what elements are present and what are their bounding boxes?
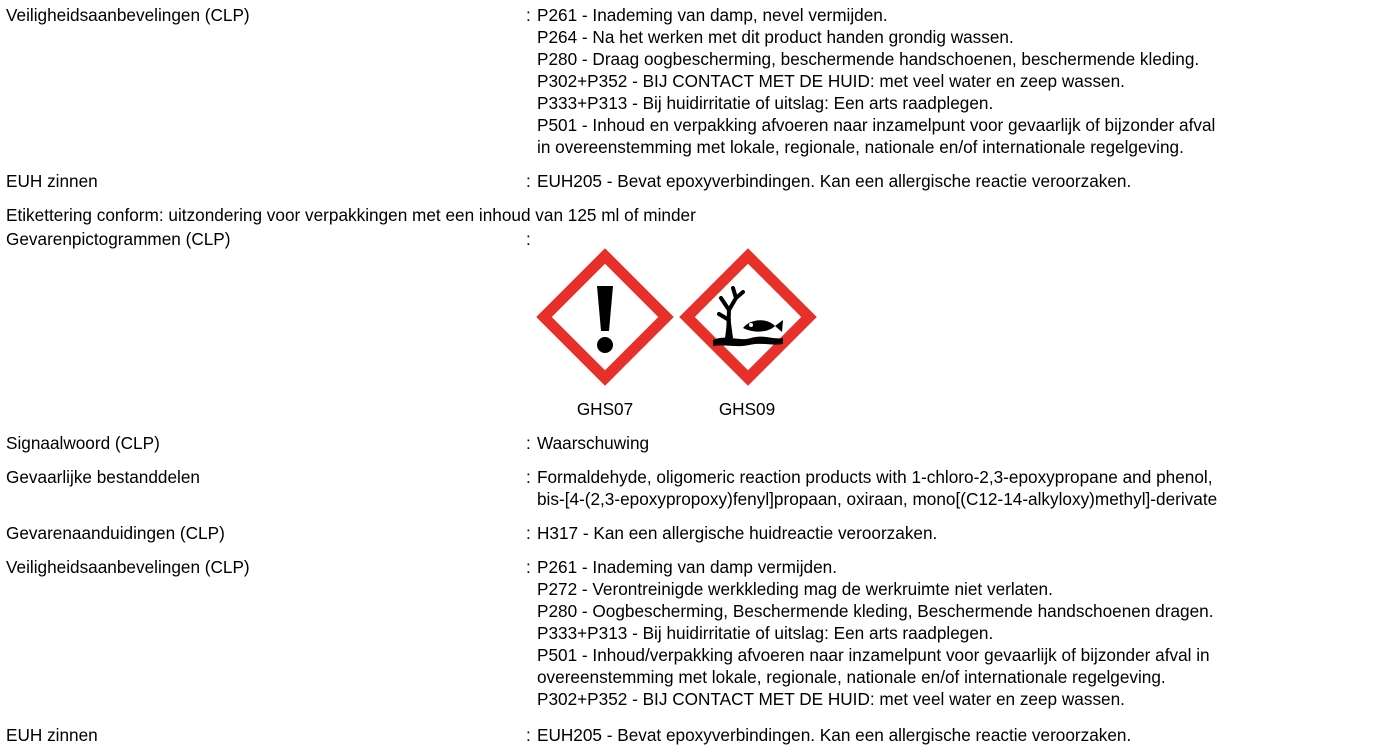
euh-phrases-label: EUH zinnen [6, 171, 98, 191]
statement-line: overeenstemming met lokale, regionale, nationale en/of internationale regelgeving. [537, 667, 1166, 687]
precautionary-statements-label: Veiligheidsaanbevelingen (CLP) [6, 557, 250, 577]
statement-line: P261 - Inademing van damp vermijden. [537, 557, 837, 577]
hazardous-components-list [537, 466, 1217, 510]
euh-phrases-label: EUH zinnen [6, 725, 98, 745]
ghs07-code: GHS07 [576, 399, 634, 419]
ghs09-code: GHS09 [718, 399, 776, 419]
component-line: Formaldehyde, oligomeric reaction products with 1-chloro-2,3-epoxypropane and phenol, [537, 467, 1213, 487]
statement-line: P501 - Inhoud/verpakking afvoeren naar inzamelpunt voor gevaarlijk of bijzonder afval in [537, 645, 1210, 665]
ghs09-pictogram [679, 248, 817, 386]
hazard-pictograms-label: Gevarenpictogrammen (CLP) [6, 229, 231, 249]
separator-colon: : [526, 523, 531, 543]
separator-colon: : [526, 557, 531, 577]
statement-line: P280 - Oogbescherming, Beschermende kleding, Beschermende handschoenen dragen. [537, 601, 1214, 621]
signal-word-value: Waarschuwing [537, 433, 650, 453]
separator-colon: : [526, 229, 531, 249]
statement-line: P280 - Draag oogbescherming, beschermende handschoenen, beschermende kleding. [537, 49, 1200, 69]
precautionary-statements-list [537, 556, 1213, 710]
euh-phrase-value: EUH205 - Bevat epoxyverbindingen. Kan een allergische reactie veroorzaken. [537, 725, 1132, 745]
precautionary-statements-list [537, 4, 1215, 158]
environment-icon [679, 248, 817, 386]
separator-colon: : [526, 5, 531, 25]
statement-line: P264 - Na het werken met dit product handen grondig wassen. [537, 27, 1014, 47]
component-line: bis-[4-(2,3-epoxypropoxy)fenyl]propaan, oxiraan, mono[(C12-14-alkyloxy)methyl]-derivate [537, 489, 1218, 509]
labeling-note: Etikettering conform: uitzondering voor verpakkingen met een inhoud van 125 ml of minder [6, 205, 696, 225]
statement-line: P302+P352 - BIJ CONTACT MET DE HUID: met veel water en zeep wassen. [537, 71, 1125, 91]
exclamation-mark-icon [536, 248, 674, 386]
statement-line: P333+P313 - Bij huidirritatie of uitslag: Een arts raadplegen. [537, 623, 994, 643]
euh-phrase-value: EUH205 - Bevat epoxyverbindingen. Kan een allergische reactie veroorzaken. [537, 171, 1132, 191]
hazardous-components-label: Gevaarlijke bestanddelen [6, 467, 200, 487]
hazard-statements-label: Gevarenaanduidingen (CLP) [6, 523, 225, 543]
separator-colon: : [526, 725, 531, 745]
statement-line: in overeenstemming met lokale, regionale, nationale en/of internationale regelgeving. [537, 137, 1184, 157]
separator-colon: : [526, 433, 531, 453]
statement-line: P272 - Verontreinigde werkkleding mag de werkruimte niet verlaten. [537, 579, 1053, 599]
ghs07-pictogram [536, 248, 674, 386]
precautionary-statements-label: Veiligheidsaanbevelingen (CLP) [6, 5, 250, 25]
statement-line: P261 - Inademing van damp, nevel vermijden. [537, 5, 888, 25]
separator-colon: : [526, 467, 531, 487]
statement-line: P333+P313 - Bij huidirritatie of uitslag: Een arts raadplegen. [537, 93, 994, 113]
signal-word-label: Signaalwoord (CLP) [6, 433, 160, 453]
statement-line: P302+P352 - BIJ CONTACT MET DE HUID: met veel water en zeep wassen. [537, 689, 1125, 709]
separator-colon: : [526, 171, 531, 191]
hazard-statement-value: H317 - Kan een allergische huidreactie veroorzaken. [537, 523, 938, 543]
statement-line: P501 - Inhoud en verpakking afvoeren naar inzamelpunt voor gevaarlijk of bijzonder afval [537, 115, 1216, 135]
